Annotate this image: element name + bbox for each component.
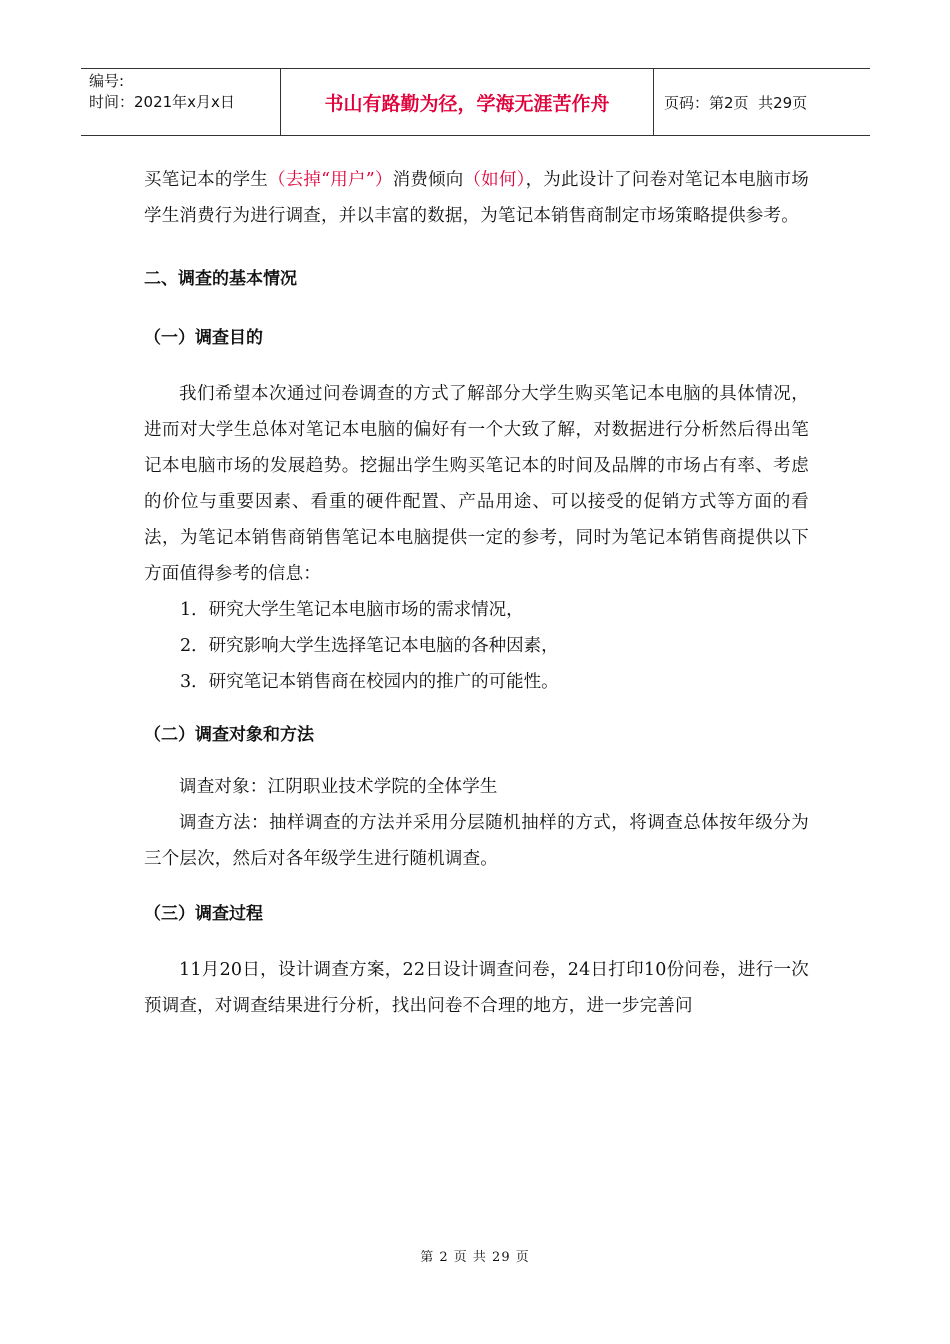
- list-item: 3．研究笔记本销售商在校园内的推广的可能性。: [180, 672, 559, 692]
- survey-method-paragraph: 调查方法：抽样调查的方法并采用分层随机抽样的方式，将调查总体按年级分为三个层次，然后对各年级学生进行随机调查。: [144, 813, 809, 869]
- intro-text-1: 买笔记本的学生: [144, 170, 268, 190]
- page-header: [81, 68, 870, 136]
- header-motto: 书山有路勤为径，学海无涯苦作舟: [281, 69, 654, 135]
- process-paragraph: 11月20日，设计调查方案，22日设计调查问卷，24日打印10份问卷，进行一次预调查，对调查结果进行分析，找出问卷不合理的地方，进一步完善问: [144, 960, 809, 1016]
- intro-text-3: ，为此设计了问卷对笔记本电脑市场学生消费行为进行调查，并以丰富的数据，为笔记本销售商制定市场策略提供参考。: [144, 170, 809, 226]
- survey-object-paragraph: 调查对象：江阴职业技术学院的全体学生: [179, 777, 498, 797]
- intro-paragraph: [144, 162, 809, 234]
- document-date-label: 时间：2021年x月x日: [89, 93, 235, 111]
- purpose-paragraph: 我们希望本次通过问卷调查的方式了解部分大学生购买笔记本电脑的具体情况，进而对大学生总体对笔记本电脑的偏好有一个大致了解，对数据进行分析然后得出笔记本电脑市场的发展趋势。挖掘出学生购买笔记本的时间及品牌的市场占有率、考虑的价位与重要因素、看重的硬件配置、产品用途、可以接受的促销方式等方面的看法，为笔记本销售商销售笔记本电脑提供一定的参考，同时为笔记本销售商提供以下方面值得参考的信息：: [144, 384, 809, 584]
- header-page-info: [654, 69, 870, 135]
- list-item: 1．研究大学生笔记本电脑市场的需求情况，: [180, 600, 524, 620]
- subsection-heading-method: （二）调查对象和方法: [144, 725, 314, 745]
- document-body: [144, 162, 809, 1024]
- header-page-number: 页码：第2页 共29页: [664, 93, 808, 112]
- subsection-heading-purpose: （一）调查目的: [144, 328, 263, 348]
- subsection-heading-process: （三）调查过程: [144, 904, 263, 924]
- header-meta: [81, 69, 281, 135]
- list-item: 2．研究影响大学生选择笔记本电脑的各种因素，: [180, 636, 559, 656]
- section-heading: 二、调查的基本情况: [144, 269, 297, 289]
- revision-note-1: （去掉“用户”）: [268, 170, 393, 190]
- intro-text-2: 消费倾向: [392, 170, 464, 190]
- document-number-label: 编号:: [89, 72, 125, 90]
- revision-note-2: （如何）: [463, 170, 526, 190]
- page-footer: 第 2 页 共 29 页: [420, 1250, 530, 1265]
